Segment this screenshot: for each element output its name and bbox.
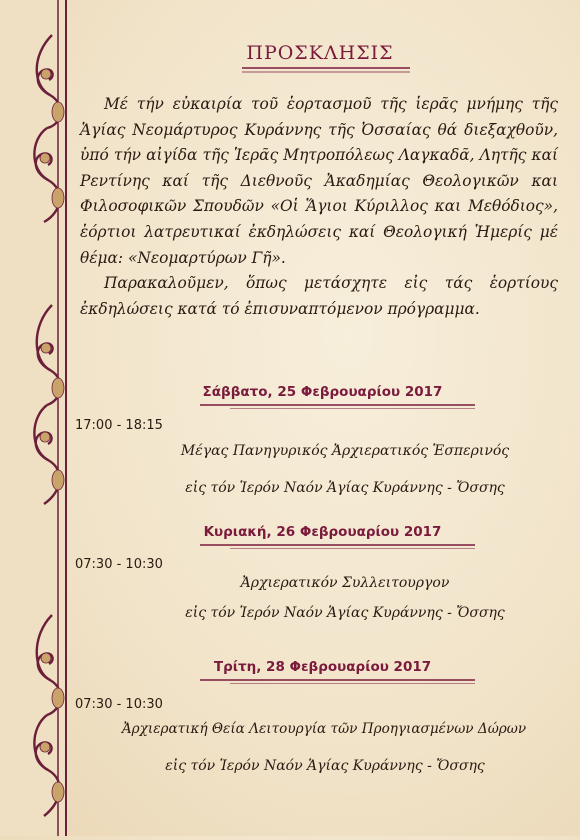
invitation-body bbox=[80, 92, 558, 322]
event-title: Μέγας Πανηγυρικός Ἀρχιερατικός Ἑσπερινός bbox=[180, 443, 510, 459]
event-title: Ἀρχιερατικόν Συλλειτουργον bbox=[240, 575, 450, 591]
day-rule bbox=[200, 403, 475, 410]
event-time: 07:30 - 10:30 bbox=[75, 697, 163, 712]
scroll-ornament-icon bbox=[22, 610, 74, 830]
request-paragraph: Παρακαλοῦμεν, ὅπως μετάσχητε εἰς τάς ἑορτίους ἐκδηλώσεις κατά τό ἐπισυναπτόμενον πρόγραμμα. bbox=[80, 274, 558, 318]
scroll-ornament-icon bbox=[22, 300, 74, 510]
day-rule bbox=[200, 678, 475, 685]
day-heading: Κυριακή, 26 Φεβρουαρίου 2017 bbox=[203, 524, 442, 540]
event-time: 17:00 - 18:15 bbox=[75, 418, 163, 433]
invitation-title: ΠΡΟΣΚΛΗΣΙΣ bbox=[246, 42, 394, 64]
day-rule bbox=[200, 543, 475, 550]
event-location: εἰς τόν Ἱερόν Ναόν Ἁγίας Κυράννης - Ὄσσης bbox=[185, 605, 505, 621]
day-heading: Σάββατο, 25 Φεβρουαρίου 2017 bbox=[202, 384, 443, 400]
intro-paragraph: Μέ τήν εὐκαιρία τοῦ ἑορτασμοῦ τῆς ἱερᾶς μνήμης τῆς Ἁγίας Νεομάρτυρος Κυράννης τῆς Ὀσσαίας θά διεξαχθοῦν, ὑπό τήν αἰγίδα τῆς Ἱερᾶς Μητροπόλεως Λαγκαδᾶ, Λητῆς καί Ρεντίνης καί τῆς Διεθνοῦς Ἀκαδημίας Θεολογικῶν και Φιλοσοφικῶν Σπουδῶν «Οἱ Ἅγιοι Κύριλλος και Μεθόδιος», ἑόρτιοι λατρευτικαί ἐκδηλώσεις καί Θεολογική Ἡμερίς μέ θέμα: «Νεομαρτύρων Γῆ». bbox=[80, 95, 558, 267]
day-heading: Τρίτη, 28 Φεβρουαρίου 2017 bbox=[213, 659, 432, 675]
event-location: εἰς τόν Ἱερόν Ναόν Ἁγίας Κυράννης - Ὄσσης bbox=[165, 758, 485, 774]
title-underline bbox=[240, 66, 412, 74]
event-location: εἰς τόν Ἱερόν Ναόν Ἁγίας Κυράννης - Ὄσσης bbox=[185, 480, 505, 496]
event-title: Ἀρχιερατική Θεία Λειτουργία τῶν Προηγιασμένων Δώρων bbox=[121, 721, 527, 737]
event-time: 07:30 - 10:30 bbox=[75, 557, 163, 572]
